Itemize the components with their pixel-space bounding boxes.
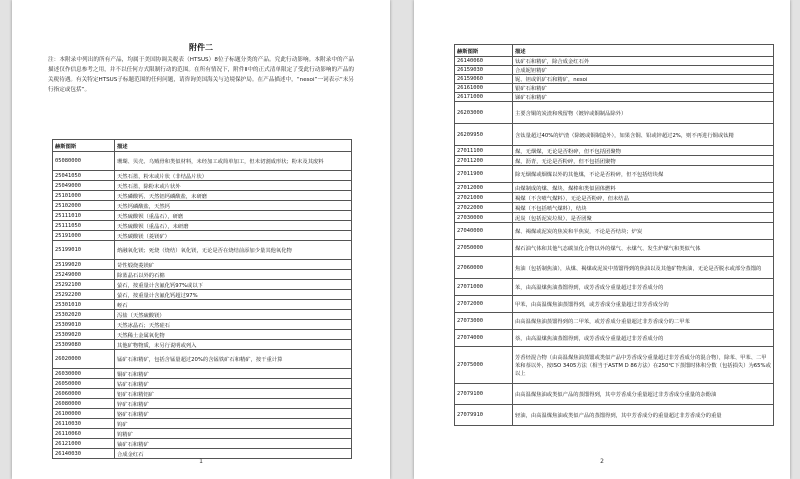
description-cell: 煤、褐煤或泥炭的焦炭和半焦炭，不论是否结块；炉炭	[513, 223, 774, 240]
table-row	[53, 320, 352, 330]
table-row	[455, 146, 774, 156]
description-cell: 铀矿石和精矿	[115, 439, 352, 449]
description-cell: 萤石，按重量计含氟化钙超过97%	[115, 290, 352, 300]
description-cell: 天然石墨，粉末或片状（非结晶片状）	[115, 171, 352, 181]
description-cell: 褐煤（不含喷气煤料），无论是否粉碎，但未结晶	[513, 193, 774, 203]
description-cell: 熔融氧化镁；死烧（烧结）氧化镁，无论是否在烧结前添加少量其他氧化物	[115, 241, 352, 260]
hts-code-cell: 25249000	[53, 270, 115, 280]
description-cell: 天然石墨，除粉末或片状外	[115, 181, 352, 191]
hts-code-cell: 27072000	[455, 296, 513, 313]
table-row	[455, 405, 774, 426]
hts-code-cell: 25309080	[53, 340, 115, 350]
description-cell: 泻盐（天然硫酸镁）	[115, 310, 352, 320]
table-row	[455, 124, 774, 146]
hts-code-cell: 27021000	[455, 193, 513, 203]
description-cell: 泥炭（包括泥炭垃圾），是否团聚	[513, 213, 774, 223]
description-cell: 由高温煤焦油蒸馏得到的二甲苯，或芳香成分重量超过非芳香成分的二甲苯	[513, 313, 774, 330]
description-cell: 褐煤（不包括喷气煤料），结块	[513, 203, 774, 213]
table-header-row	[455, 45, 774, 57]
hts-code-cell: 27073000	[455, 313, 513, 330]
hts-code-cell: 26121000	[53, 439, 115, 449]
table-row	[53, 330, 352, 340]
table-row	[455, 93, 774, 102]
table-row	[455, 384, 774, 405]
description-cell: 甲苯，由高温煤焦油蒸馏得到，或芳香成分重量超过非芳香成分的	[513, 296, 774, 313]
table-header-row	[53, 140, 352, 152]
table-row	[53, 270, 352, 280]
hts-code-cell: 25191000	[53, 231, 115, 241]
hts-code-cell: 27011200	[455, 156, 513, 166]
description-cell: 天然冰晶石；天然硅石	[115, 320, 352, 330]
hts-code-cell: 25111010	[53, 211, 115, 221]
document-page-2	[414, 0, 790, 479]
description-cell: 天然钙磷酸盐，天然钙	[115, 201, 352, 211]
hts-code-cell: 27011100	[455, 146, 513, 156]
description-cell: 天然硫酸钡（重晶石），研磨	[115, 211, 352, 221]
table-row	[455, 330, 774, 347]
column-header-code: 赫斯图斯	[53, 140, 115, 152]
hts-code-cell: 27075000	[455, 347, 513, 384]
table-row	[53, 152, 352, 171]
table-row	[53, 191, 352, 201]
table-row	[455, 240, 774, 257]
hts-code-cell: 26161000	[455, 84, 513, 93]
hts-code-cell: 26110060	[53, 429, 115, 439]
table-row	[53, 369, 352, 379]
intro-paragraph: 注：本附录中列出的所有产品，均属于美国协调关税表（HTSUS）8位子标题分类的产品。究此行动影响。本附录中的产品描述仅作信息参考之用，并不以任何方式限制行动的范围。在所有情况下，附件Ⅱ中的正式清单限定了受此行动影响的产品的关税待遇。有关特定HTSUS子标题范围的任何问题，请咨询美国海关与边境保护局。在产品描述中，“nesoi”一词表示“未另行指定或包括”。	[48, 57, 354, 93]
description-cell: 钨矿	[115, 419, 352, 429]
description-cell: 萤石，按重量计含氟化钙97%或以下	[115, 280, 352, 290]
table-row	[53, 419, 352, 429]
hts-code-cell: 25301010	[53, 300, 115, 310]
description-cell: 钛矿石和精矿，除合成金红石外	[513, 57, 774, 66]
description-cell: 煤，沥青，无论是否粉碎，但不包括团聚物	[513, 156, 774, 166]
table-row	[455, 347, 774, 384]
hts-code-cell: 27079910	[455, 405, 513, 426]
hts-code-cell: 26209950	[455, 124, 513, 146]
description-cell: 合成铌钽精矿	[513, 66, 774, 75]
description-cell: 煤石油气体和其他气态碳氢化合物以外的煤气、水煤气、发生炉煤气和类似气体	[513, 240, 774, 257]
table-row	[53, 429, 352, 439]
hts-code-cell: 26060000	[53, 389, 115, 399]
column-header-description: 描述	[115, 140, 352, 152]
description-cell: 煤，无烟煤，无论是否粉碎，但不包括团聚物	[513, 146, 774, 156]
page-title: 附件二	[189, 43, 213, 52]
hts-code-cell: 26159060	[455, 75, 513, 84]
hts-code-cell: 27050000	[455, 240, 513, 257]
description-cell: 天然磷酸钙、天然铝钙磷酸盐，未研磨	[115, 191, 352, 201]
description-cell: 银矿石和精矿	[513, 84, 774, 93]
description-cell: 由煤制成的煤、煤块、煤棒和类似固体燃料	[513, 183, 774, 193]
hts-code-cell: 27030000	[455, 213, 513, 223]
table-row	[455, 257, 774, 279]
description-cell: 苛性煅烧菱镁矿	[115, 260, 352, 270]
hts-code-cell: 27071000	[455, 279, 513, 296]
table-row	[455, 66, 774, 75]
hts-code-cell: 26080000	[53, 399, 115, 409]
table-row	[53, 399, 352, 409]
hts-code-cell: 25041050	[53, 171, 115, 181]
table-row	[455, 213, 774, 223]
table-row	[455, 183, 774, 193]
hts-code-cell: 27012000	[455, 183, 513, 193]
hts-code-cell: 26171000	[455, 93, 513, 102]
page-number: 2	[600, 458, 604, 465]
description-cell: 铬矿石和精矿	[115, 409, 352, 419]
table-row	[455, 75, 774, 84]
description-cell: 由高温煤焦油或类似产品的蒸馏得到，其中芳香成分重量超过非芳香成分重量的杂酚油	[513, 384, 774, 405]
page-number: 1	[199, 458, 203, 465]
table-row	[455, 57, 774, 66]
hts-code-cell: 26050000	[53, 379, 115, 389]
table-row	[53, 201, 352, 211]
hts-code-cell: 27079100	[455, 384, 513, 405]
table-row	[53, 260, 352, 270]
description-cell: 含钛量超过40%的炉渣（除镀或铜制造外），如果含铜、铅或锌超过2%，则不再进行铜或钛精	[513, 124, 774, 146]
table-row	[455, 313, 774, 330]
description-cell: 除无烟煤或烟煤以外的其他煤，不论是否粉碎，但不包括结块煤	[513, 166, 774, 183]
column-header-description: 描述	[513, 45, 774, 57]
table-row	[53, 340, 352, 350]
hts-code-cell: 25309020	[53, 330, 115, 340]
hts-code-cell: 26140030	[53, 449, 115, 459]
hts-code-cell: 25199010	[53, 241, 115, 260]
table-row	[53, 389, 352, 399]
description-cell: 锑矿石和精矿	[513, 93, 774, 102]
description-cell: 合成金红石	[115, 449, 352, 459]
column-header-code: 赫斯图斯	[455, 45, 513, 57]
description-cell: 芳香烃混合物（由高温煤焦油蒸馏或类似产品中芳香成分重量超过非芳香成分的混合物），除苯、甲苯、二甲苯和萘以外，按ISO 3405方法（相当于ASTM D 86方法）在250℃下蒸馏时体积分数（包括损失）为65%或以上	[513, 347, 774, 384]
description-cell: 蛭石	[115, 300, 352, 310]
table-row	[53, 241, 352, 260]
table-row	[53, 280, 352, 290]
table-row	[455, 279, 774, 296]
description-cell: 天然硫酸钡（重晶石），未研磨	[115, 221, 352, 231]
hts-code-cell: 27074000	[455, 330, 513, 347]
hts-code-cell: 26100000	[53, 409, 115, 419]
tariff-table-2	[454, 44, 774, 426]
hts-code-cell: 25292200	[53, 290, 115, 300]
hts-code-cell: 25302020	[53, 310, 115, 320]
hts-code-cell: 26030000	[53, 369, 115, 379]
table-row	[455, 156, 774, 166]
description-cell: 萘，由高温煤焦油蒸馏得到，或芳香成分重量超过非芳香成分的	[513, 330, 774, 347]
description-cell: 天然稀土金属氧化物	[115, 330, 352, 340]
table-row	[53, 449, 352, 459]
description-cell: 除蓝晶石以外的石棉	[115, 270, 352, 280]
table-row	[53, 350, 352, 369]
hts-code-cell: 27040000	[455, 223, 513, 240]
table-row	[53, 231, 352, 241]
hts-code-cell: 26020000	[53, 350, 115, 369]
description-cell: 轻油，由高温煤焦油或类似产品的蒸馏得到，其中芳香成分的重量超过非芳香成分的重量	[513, 405, 774, 426]
table-row	[455, 102, 774, 124]
description-cell: 主要含铜的炭渣和残留物（镀锌或铜制品除外）	[513, 102, 774, 124]
description-cell: 锰矿石和精矿，包括含锰量超过20%的含锰铁矿石和精矿，按干重计算	[115, 350, 352, 369]
table-row	[455, 193, 774, 203]
hts-code-cell: 26110030	[53, 419, 115, 429]
table-row	[455, 223, 774, 240]
description-cell: 钴矿石和精矿	[115, 379, 352, 389]
table-row	[455, 84, 774, 93]
table-row	[53, 310, 352, 320]
description-cell: 锌矿石和精矿	[115, 399, 352, 409]
hts-code-cell: 26140060	[455, 57, 513, 66]
table-row	[455, 203, 774, 213]
table-row	[53, 221, 352, 231]
hts-code-cell: 05080000	[53, 152, 115, 171]
table-row	[53, 439, 352, 449]
description-cell: 钨精矿	[115, 429, 352, 439]
table-row	[53, 409, 352, 419]
table-row	[53, 290, 352, 300]
hts-code-cell: 27022000	[455, 203, 513, 213]
description-cell: 焦油（包括制焦油），从煤、褐煤或泥炭中蒸馏得到的焦油以及其他矿物焦油，无论是否脱水或部分蒸馏的	[513, 257, 774, 279]
description-cell: 铌、钽或钒矿石和精矿，nesoi	[513, 75, 774, 84]
hts-code-cell: 25101000	[53, 191, 115, 201]
hts-code-cell: 26203000	[455, 102, 513, 124]
description-cell: 铜矿石和精矿	[115, 369, 352, 379]
table-row	[53, 211, 352, 221]
hts-code-cell: 25102000	[53, 201, 115, 211]
document-page-1	[12, 0, 390, 479]
table-row	[455, 296, 774, 313]
description-cell: 铝矿石和精铝矿	[115, 389, 352, 399]
table-row	[53, 300, 352, 310]
tariff-table-1	[52, 139, 352, 459]
table-row	[53, 181, 352, 191]
hts-code-cell: 25049000	[53, 181, 115, 191]
hts-code-cell: 27060000	[455, 257, 513, 279]
description-cell: 天然碳酸镁（菱镁矿）	[115, 231, 352, 241]
hts-code-cell: 25292100	[53, 280, 115, 290]
hts-code-cell: 27011900	[455, 166, 513, 183]
hts-code-cell: 25309010	[53, 320, 115, 330]
hts-code-cell: 25111050	[53, 221, 115, 231]
table-row	[455, 166, 774, 183]
table-row	[53, 379, 352, 389]
table-row	[53, 171, 352, 181]
hts-code-cell: 26159030	[455, 66, 513, 75]
description-cell: 珊瑚、贝壳、乌贼骨和类似材料，未经加工或简单加工，但未切割成形状；粉末及其废料	[115, 152, 352, 171]
description-cell: 其他矿物物质，未另行说明或列入	[115, 340, 352, 350]
hts-code-cell: 25199020	[53, 260, 115, 270]
description-cell: 苯，由高温煤焦油蒸馏得到，或芳香成分重量超过非芳香成分的	[513, 279, 774, 296]
